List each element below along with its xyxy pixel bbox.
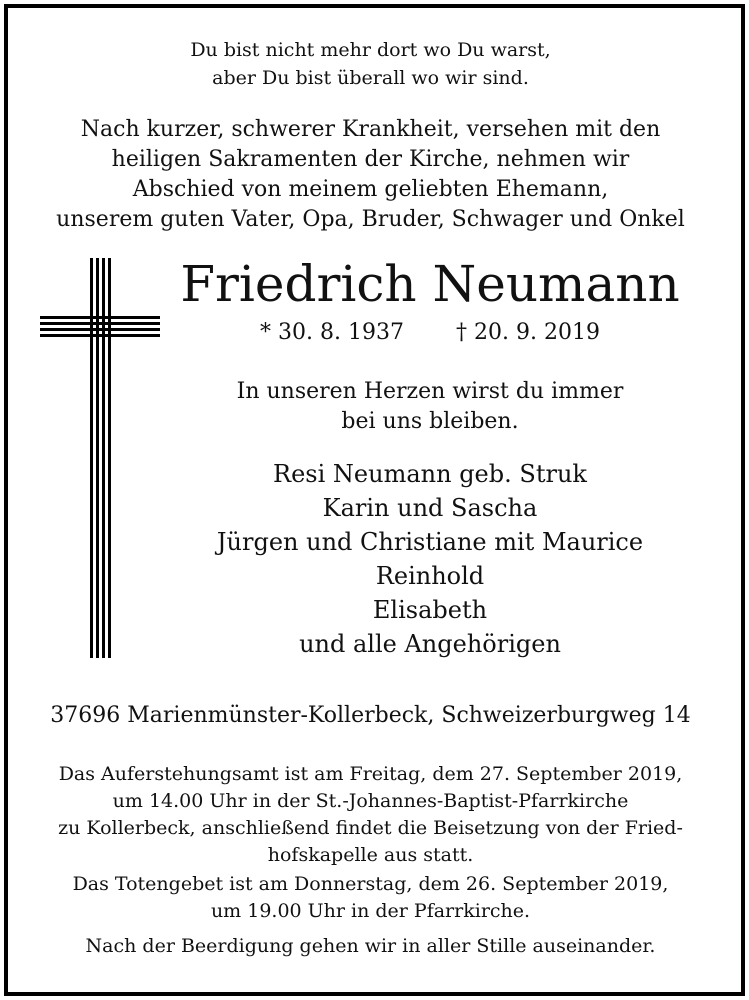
deceased-name: Friedrich Neumann (180, 255, 680, 313)
family-address: 37696 Marienmünster-Kollerbeck, Schweizerburgweg 14 (50, 703, 691, 728)
intro-line: heiligen Sakramenten der Kirche, nehmen wir (111, 147, 630, 172)
cross-icon (40, 258, 160, 658)
mourner-name: Elisabeth (372, 596, 488, 624)
mourners-list (150, 457, 710, 661)
intro-text (0, 115, 741, 235)
closing-note: Nach der Beerdigung gehen wir in aller Stille auseinander. (85, 935, 656, 957)
service-line: hofskapelle aus statt. (267, 844, 474, 866)
quote-line: In unseren Herzen wirst du immer (236, 379, 624, 404)
life-dates (150, 318, 710, 348)
prayer-line: Das Totengebet ist am Donnerstag, dem 26. September 2019, (72, 873, 669, 895)
prayer-line: um 19.00 Uhr in der Pfarrkirche. (210, 900, 531, 922)
mourner-name: Jürgen und Christiane mit Maurice (216, 528, 644, 556)
quote-line: bei uns bleiben. (341, 409, 519, 434)
motto-line: Du bist nicht mehr dort wo Du warst, (190, 39, 551, 61)
funeral-service-info (0, 761, 741, 869)
intro-line: Nach kurzer, schwerer Krankheit, versehen mit den (80, 117, 661, 142)
intro-line: unserem guten Vater, Opa, Bruder, Schwager und Onkel (56, 207, 685, 232)
motto-line: aber Du bist überall wo wir sind. (212, 67, 529, 89)
service-line: Das Auferstehungsamt ist am Freitag, dem 27. September 2019, (58, 763, 683, 785)
birth-date: * 30. 8. 1937 (260, 320, 404, 345)
intro-line: Abschied von meinem geliebten Ehemann, (132, 177, 609, 202)
service-line: zu Kollerbeck, anschließend findet die Beisetzung von der Fried- (58, 817, 683, 839)
service-line: um 14.00 Uhr in der St.-Johannes-Baptist-Pfarrkirche (112, 790, 629, 812)
mourner-name: Reinhold (375, 562, 485, 590)
death-date: † 20. 9. 2019 (456, 320, 600, 345)
memorial-quote (150, 377, 710, 437)
motto (0, 36, 741, 92)
prayer-info (0, 871, 741, 925)
mourner-name: Karin und Sascha (322, 494, 538, 522)
mourner-name: Resi Neumann geb. Struk (273, 460, 587, 488)
mourner-name: und alle Angehörigen (299, 630, 561, 658)
